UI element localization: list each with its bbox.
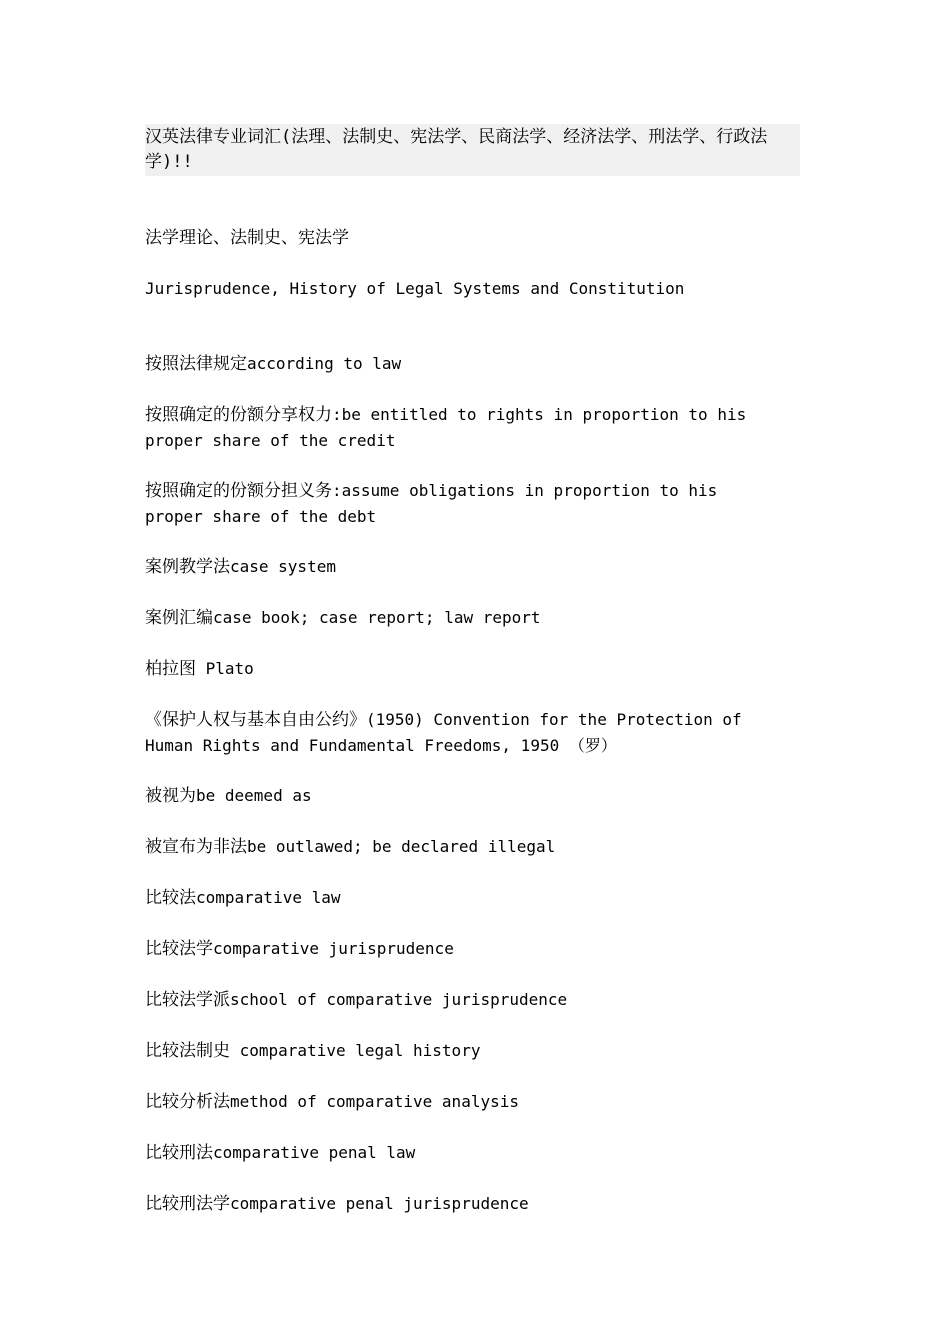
entry-english: case system [230,557,336,576]
document-title: 汉英法律专业词汇(法理、法制史、宪法学、民商法学、经济法学、刑法学、行政法学)!! [145,124,800,176]
entry-chinese: 被宣布为非法 [145,837,247,857]
entry-chinese: 比较法 [145,888,196,908]
glossary-entry [145,783,800,809]
document-page [145,124,800,1242]
entry-english: according to law [247,354,402,373]
entry-english: be outlawed; be declared illegal [247,837,556,856]
entry-chinese: 柏拉图 [145,659,196,679]
glossary-entry [145,1191,800,1217]
glossary-entry [145,478,800,529]
glossary-entry [145,1140,800,1166]
glossary-entry [145,936,800,962]
entry-chinese: 按照法律规定 [145,354,247,374]
glossary-entry [145,834,800,860]
section-heading-chinese: 法学理论、法制史、宪法学 [145,228,349,248]
entry-english: method of comparative analysis [230,1092,519,1111]
glossary-entry [145,1089,800,1115]
entry-chinese: 案例教学法 [145,557,230,577]
entry-chinese: 比较法制史 [145,1041,230,1061]
section-heading-english: Jurisprudence, History of Legal Systems and Constitution [145,279,685,298]
glossary-entry [145,707,800,758]
entry-english: (1950) Convention for the Protection of Human Rights and Fundamental Freedoms, 1950 （罗） [145,710,742,755]
entry-chinese: 《保护人权与基本自由公约》 [145,710,366,730]
entry-english: comparative penal law [213,1143,416,1162]
entry-english: comparative legal history [230,1041,481,1060]
glossary-entry [145,656,800,682]
entry-english: :be entitled to rights in proportion to his proper share of the credit [145,405,747,450]
glossary-entry [145,351,800,377]
entry-english: comparative law [196,888,341,907]
entry-chinese: 案例汇编 [145,608,213,628]
glossary-entry [145,554,800,580]
entry-chinese: 比较刑法学 [145,1194,230,1214]
entry-chinese: 按照确定的份额分担义务 [145,481,332,501]
glossary-entry [145,1038,800,1064]
entry-english: comparative penal jurisprudence [230,1194,529,1213]
entry-chinese: 比较分析法 [145,1092,230,1112]
glossary-entry [145,885,800,911]
entry-chinese: 按照确定的份额分享权力 [145,405,332,425]
entry-english: be deemed as [196,786,312,805]
entry-chinese: 比较刑法 [145,1143,213,1163]
glossary-entry [145,605,800,631]
entry-chinese: 比较法学 [145,939,213,959]
glossary-entry [145,402,800,453]
entry-chinese: 比较法学派 [145,990,230,1010]
entry-english: case book; case report; law report [213,608,541,627]
entry-chinese: 被视为 [145,786,196,806]
glossary-entry [145,987,800,1013]
entry-english: school of comparative jurisprudence [230,990,568,1009]
entry-english: :assume obligations in proportion to his proper share of the debt [145,481,718,526]
entry-english: comparative jurisprudence [213,939,454,958]
entry-english: Plato [196,659,254,678]
